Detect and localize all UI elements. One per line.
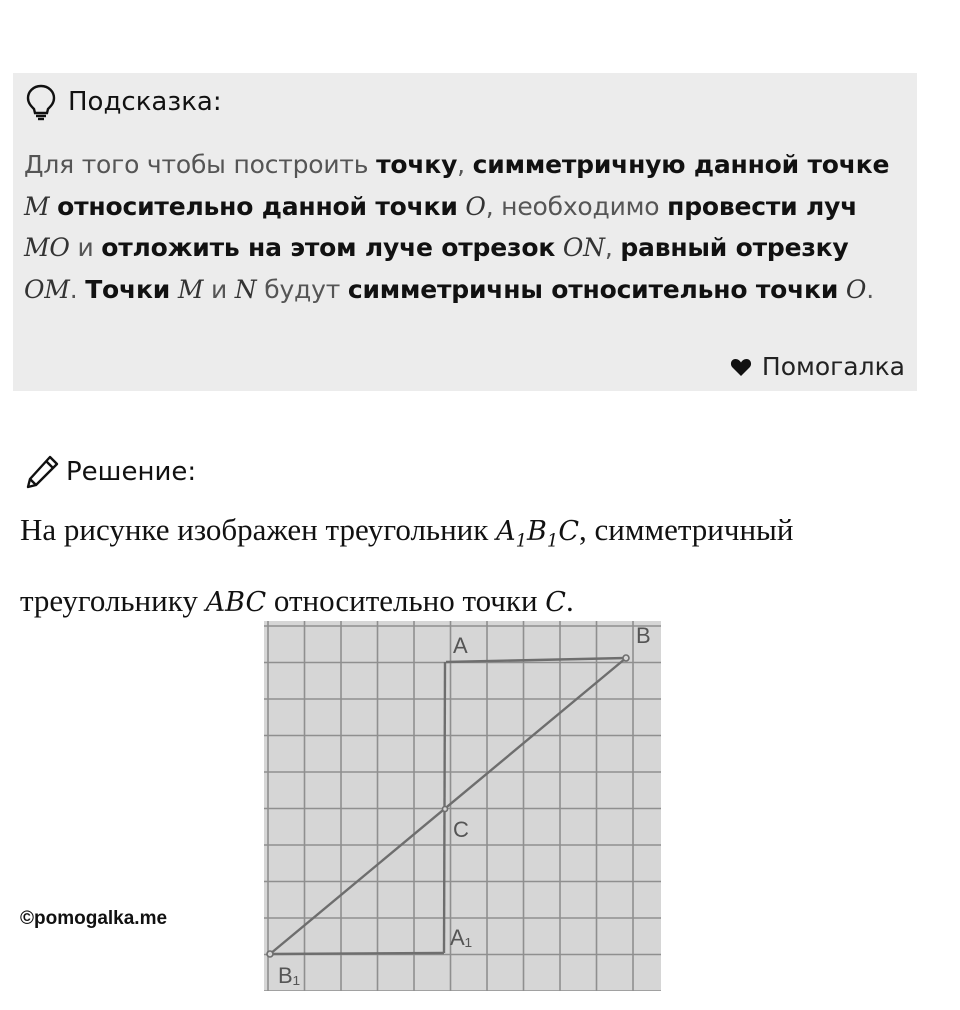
- point-c: [443, 807, 448, 812]
- segment-b1a1: [270, 953, 444, 954]
- label-b: B: [636, 623, 651, 648]
- label-a: A: [453, 633, 468, 658]
- hint-text: Для того чтобы построить точку, симметричную данной точке M относительно данной точки O, необходимо провести луч MO и отложить на этом луче отрезок ON, равный отрезку OM. Точки M и N будут симметричны относительно точки O.: [24, 150, 890, 304]
- label-b1: B₁: [278, 963, 301, 988]
- triangle-a1b1c: $A_1B_1C$: [496, 516, 579, 552]
- hint-title: Подсказка:: [68, 87, 222, 117]
- heart-icon: [730, 357, 752, 377]
- label-a1: A₁: [450, 925, 473, 950]
- point-b1: [267, 951, 273, 957]
- solution-text: На рисунке изображен треугольник $A_1B_1C$, симметричный треугольнику ABC относительно точки C.: [20, 512, 794, 619]
- solution-header: [24, 452, 196, 492]
- brand-text: Помогалка: [761, 352, 905, 381]
- lightbulb-icon: [24, 83, 58, 121]
- point-b: [623, 655, 629, 661]
- solution-title: Решение:: [66, 457, 197, 487]
- pencil-icon: [24, 454, 60, 490]
- hint-header: [24, 82, 222, 122]
- brand-label: [730, 352, 905, 381]
- copyright: ©pomogalka.me: [20, 908, 168, 929]
- label-c: C: [453, 817, 469, 842]
- geometry-figure: [264, 621, 661, 991]
